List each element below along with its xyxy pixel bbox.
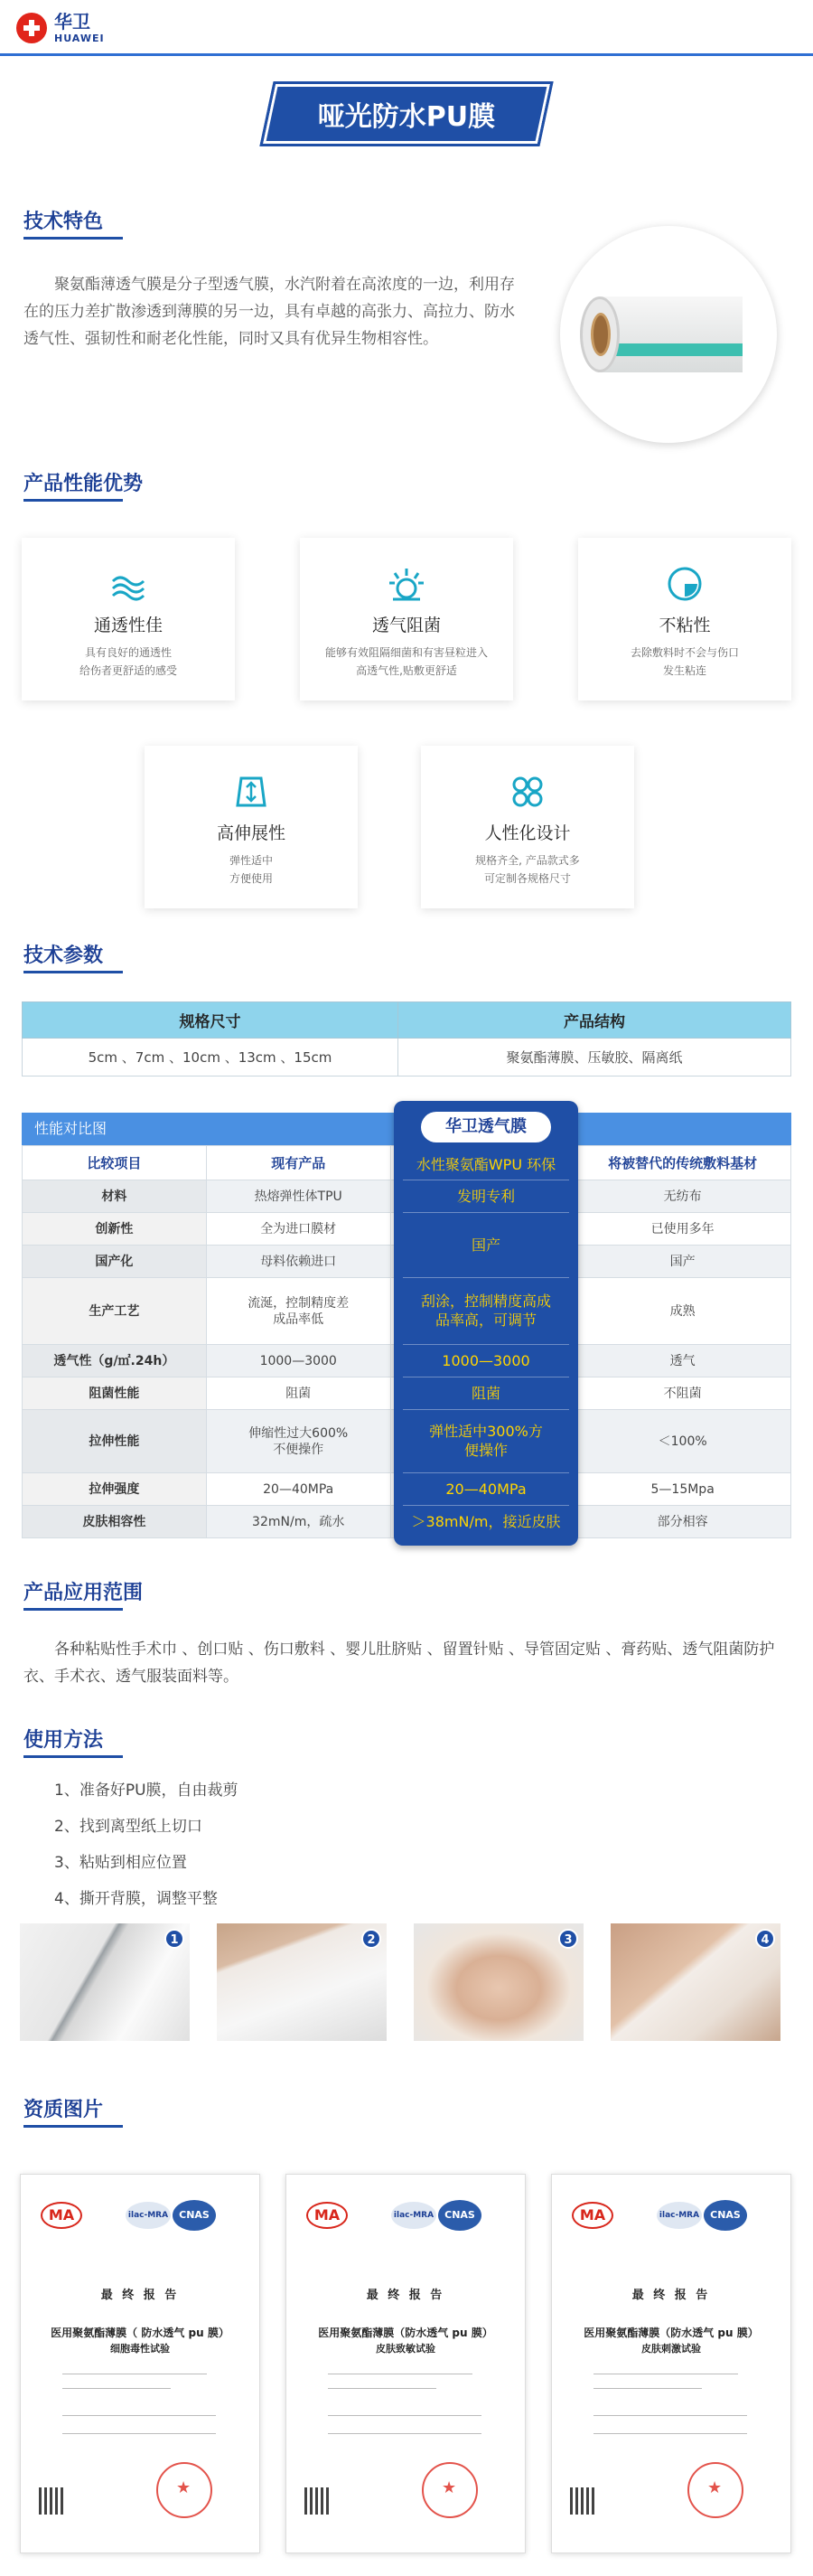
usage-step: 1、准备好PU膜，自由裁剪 (54, 1782, 238, 1800)
product-roll-image (560, 226, 777, 443)
application-divider (23, 1608, 123, 1611)
compare-title: 性能对比图 (22, 1113, 791, 1145)
spec-header: 规格尺寸 (23, 1002, 398, 1039)
logo-cn: 华卫 (54, 11, 90, 33)
advantage-card (145, 746, 358, 908)
qr-code-icon (39, 2487, 66, 2515)
peel-icon (664, 563, 706, 605)
cnas-logo: CNAS (704, 2200, 747, 2231)
spec-cell: 聚氨酯薄膜、压敏胶、隔离纸 (398, 1039, 791, 1076)
spec-divider (23, 971, 123, 973)
usage-step: 2、找到离型纸上切口 (54, 1818, 202, 1836)
huawei-header: 水性聚氨酯WPU 环保 (416, 1155, 556, 1173)
usage-step: 3、粘贴到相应位置 (54, 1854, 187, 1872)
certificate-image (551, 2174, 791, 2553)
table-row: 国产化 母料依赖进口 国产 (23, 1246, 791, 1278)
advantage-name: 透气阻菌 (371, 616, 441, 635)
ma-logo: MA (306, 2202, 348, 2229)
advantage-card (578, 538, 791, 700)
advantage-name: 通透性佳 (93, 616, 163, 635)
compare-header: 将被替代的传统敷料基材 (575, 1146, 791, 1180)
spec-title: 技术参数 (23, 945, 104, 967)
brand-logo[interactable] (16, 13, 105, 43)
breath-icon (386, 563, 427, 605)
step-number-badge: 2 (361, 1929, 381, 1949)
table-row: 创新性 全为进口膜材 已使用多年 (23, 1213, 791, 1246)
usage-photo (217, 1923, 387, 2041)
qr-code-icon (304, 2487, 332, 2515)
table-row: 皮肤相容性 32mN/m，疏水 部分相容 (23, 1506, 791, 1538)
advantage-desc: 能够有效阻隔细菌和有害昼粒进入 高透气性,贴敷更舒适 (324, 646, 488, 677)
ilac-logo: ilac-MRA (657, 2202, 702, 2229)
seal-icon (687, 2462, 743, 2518)
stretch-icon (230, 771, 272, 813)
features-title: 技术特色 (23, 211, 104, 233)
huawei-badge: 华卫透气膜 (421, 1112, 551, 1142)
table-row: 阻菌性能 阻菌 不阻菌 (23, 1377, 791, 1410)
page-title: 哑光防水PU膜 (317, 101, 496, 133)
step-number-badge: 4 (755, 1929, 775, 1949)
advantages-divider (23, 499, 123, 502)
compare-header: 比较项目 (23, 1146, 207, 1180)
report-subject: 医用聚氨酯薄膜（防水透气 pu 膜） (318, 2327, 493, 2339)
ma-logo: MA (572, 2202, 613, 2229)
application-text: 各种粘贴性手术巾 、创口贴 、伤口敷料 、婴儿肚脐贴 、留置针贴 、导管固定贴 、膏药贴、透气阻菌防护衣、手术衣、透气服装面料等。 (23, 1641, 775, 1686)
huawei-cell: 1000—3000 (442, 1351, 530, 1369)
compare-header: 现有产品 (206, 1146, 390, 1180)
qualification-divider (23, 2125, 123, 2128)
application-title: 产品应用范围 (23, 1582, 144, 1604)
ilac-logo: ilac-MRA (126, 2202, 171, 2229)
cnas-logo: CNAS (438, 2200, 481, 2231)
advantage-name: 高伸展性 (216, 823, 285, 843)
advantage-name: 人性化设计 (484, 823, 571, 843)
report-test: 皮肤刺激试验 (641, 2343, 701, 2355)
usage-photo (611, 1923, 780, 2041)
report-subject: 医用聚氨酯薄膜（防水透气 pu 膜） (584, 2327, 759, 2339)
top-bar (0, 0, 813, 56)
table-row: 拉伸强度 20—40MPa 5—15Mpa (23, 1473, 791, 1506)
usage-photo (20, 1923, 190, 2041)
certificate-image (20, 2174, 260, 2553)
spec-cell: 5cm 、7cm 、10cm 、13cm 、15cm (23, 1039, 398, 1076)
flower-icon (507, 771, 548, 813)
huawei-cell: 刮涂，控制精度高成品率高，可调节 (420, 1293, 551, 1329)
logo-en: HUAWEI (54, 33, 105, 44)
wave-icon (107, 563, 149, 605)
qr-code-icon (570, 2487, 597, 2515)
huawei-cell: 发明专利 (456, 1187, 515, 1205)
huawei-cell: 弹性适中300%方便操作 (429, 1423, 543, 1459)
report-test: 皮肤致敏试验 (376, 2343, 435, 2355)
huawei-cell: 阻菌 (471, 1384, 500, 1402)
report-subject: 医用聚氨酯薄膜（ 防水透气 pu 膜） (51, 2327, 229, 2339)
advantage-card (22, 538, 235, 700)
report-title: 最 终 报 告 (366, 2289, 445, 2302)
features-divider (23, 237, 123, 240)
advantage-desc: 具有良好的通透性 给伤者更舒适的感受 (79, 646, 177, 677)
seal-icon (156, 2462, 212, 2518)
ma-logo: MA (41, 2202, 82, 2229)
advantage-card (300, 538, 513, 700)
report-title: 最 终 报 告 (631, 2289, 711, 2302)
usage-divider (23, 1755, 123, 1758)
cnas-logo: CNAS (173, 2200, 216, 2231)
ilac-logo: ilac-MRA (391, 2202, 436, 2229)
qualification-title: 资质图片 (23, 2099, 104, 2121)
seal-icon (422, 2462, 478, 2518)
spec-table (22, 1001, 791, 1076)
advantage-desc: 规格齐全, 产品款式多 可定制各规格尺寸 (475, 854, 580, 885)
usage-title: 使用方法 (23, 1729, 104, 1752)
step-number-badge: 1 (164, 1929, 184, 1949)
advantage-desc: 弹性适中 方便使用 (229, 854, 273, 885)
table-row: 透气性（g/㎡.24h） 1000—3000 透气 (23, 1345, 791, 1377)
cross-logo-icon (16, 13, 47, 43)
advantages-title: 产品性能优势 (23, 473, 144, 495)
certificate-image (285, 2174, 526, 2553)
table-row: 生产工艺 流涎，控制精度差成品率低 成熟 (23, 1278, 791, 1345)
huawei-cell: 国产 (471, 1236, 500, 1254)
report-test: 细胞毒性试验 (110, 2343, 170, 2355)
table-row: 拉伸性能 伸缩性过大600%不便操作 ＜100% (23, 1410, 791, 1473)
advantage-card (421, 746, 634, 908)
usage-step: 4、撕开背膜，调整平整 (54, 1890, 218, 1908)
usage-photo (414, 1923, 584, 2041)
table-row: 材料 热熔弹性体TPU 无纺布 (23, 1180, 791, 1213)
features-text: 聚氨酯薄透气膜是分子型透气膜，水汽附着在高浓度的一边，利用存在的压力差扩散渗透到薄膜的另一边，具有卓越的高张力、高拉力、防水透气性、强韧性和耐老化性能，同时又具有优异生物相容性。 (23, 276, 515, 348)
report-title: 最 终 报 告 (100, 2289, 180, 2302)
advantage-name: 不粘性 (659, 616, 711, 635)
huawei-cell: ＞38mN/m，接近皮肤 (411, 1512, 561, 1530)
spec-header: 产品结构 (398, 1002, 791, 1039)
advantage-desc: 去除敷料时不会与伤口 发生粘连 (630, 646, 739, 677)
huawei-cell: 20—40MPa (445, 1480, 527, 1498)
step-number-badge: 3 (558, 1929, 578, 1949)
